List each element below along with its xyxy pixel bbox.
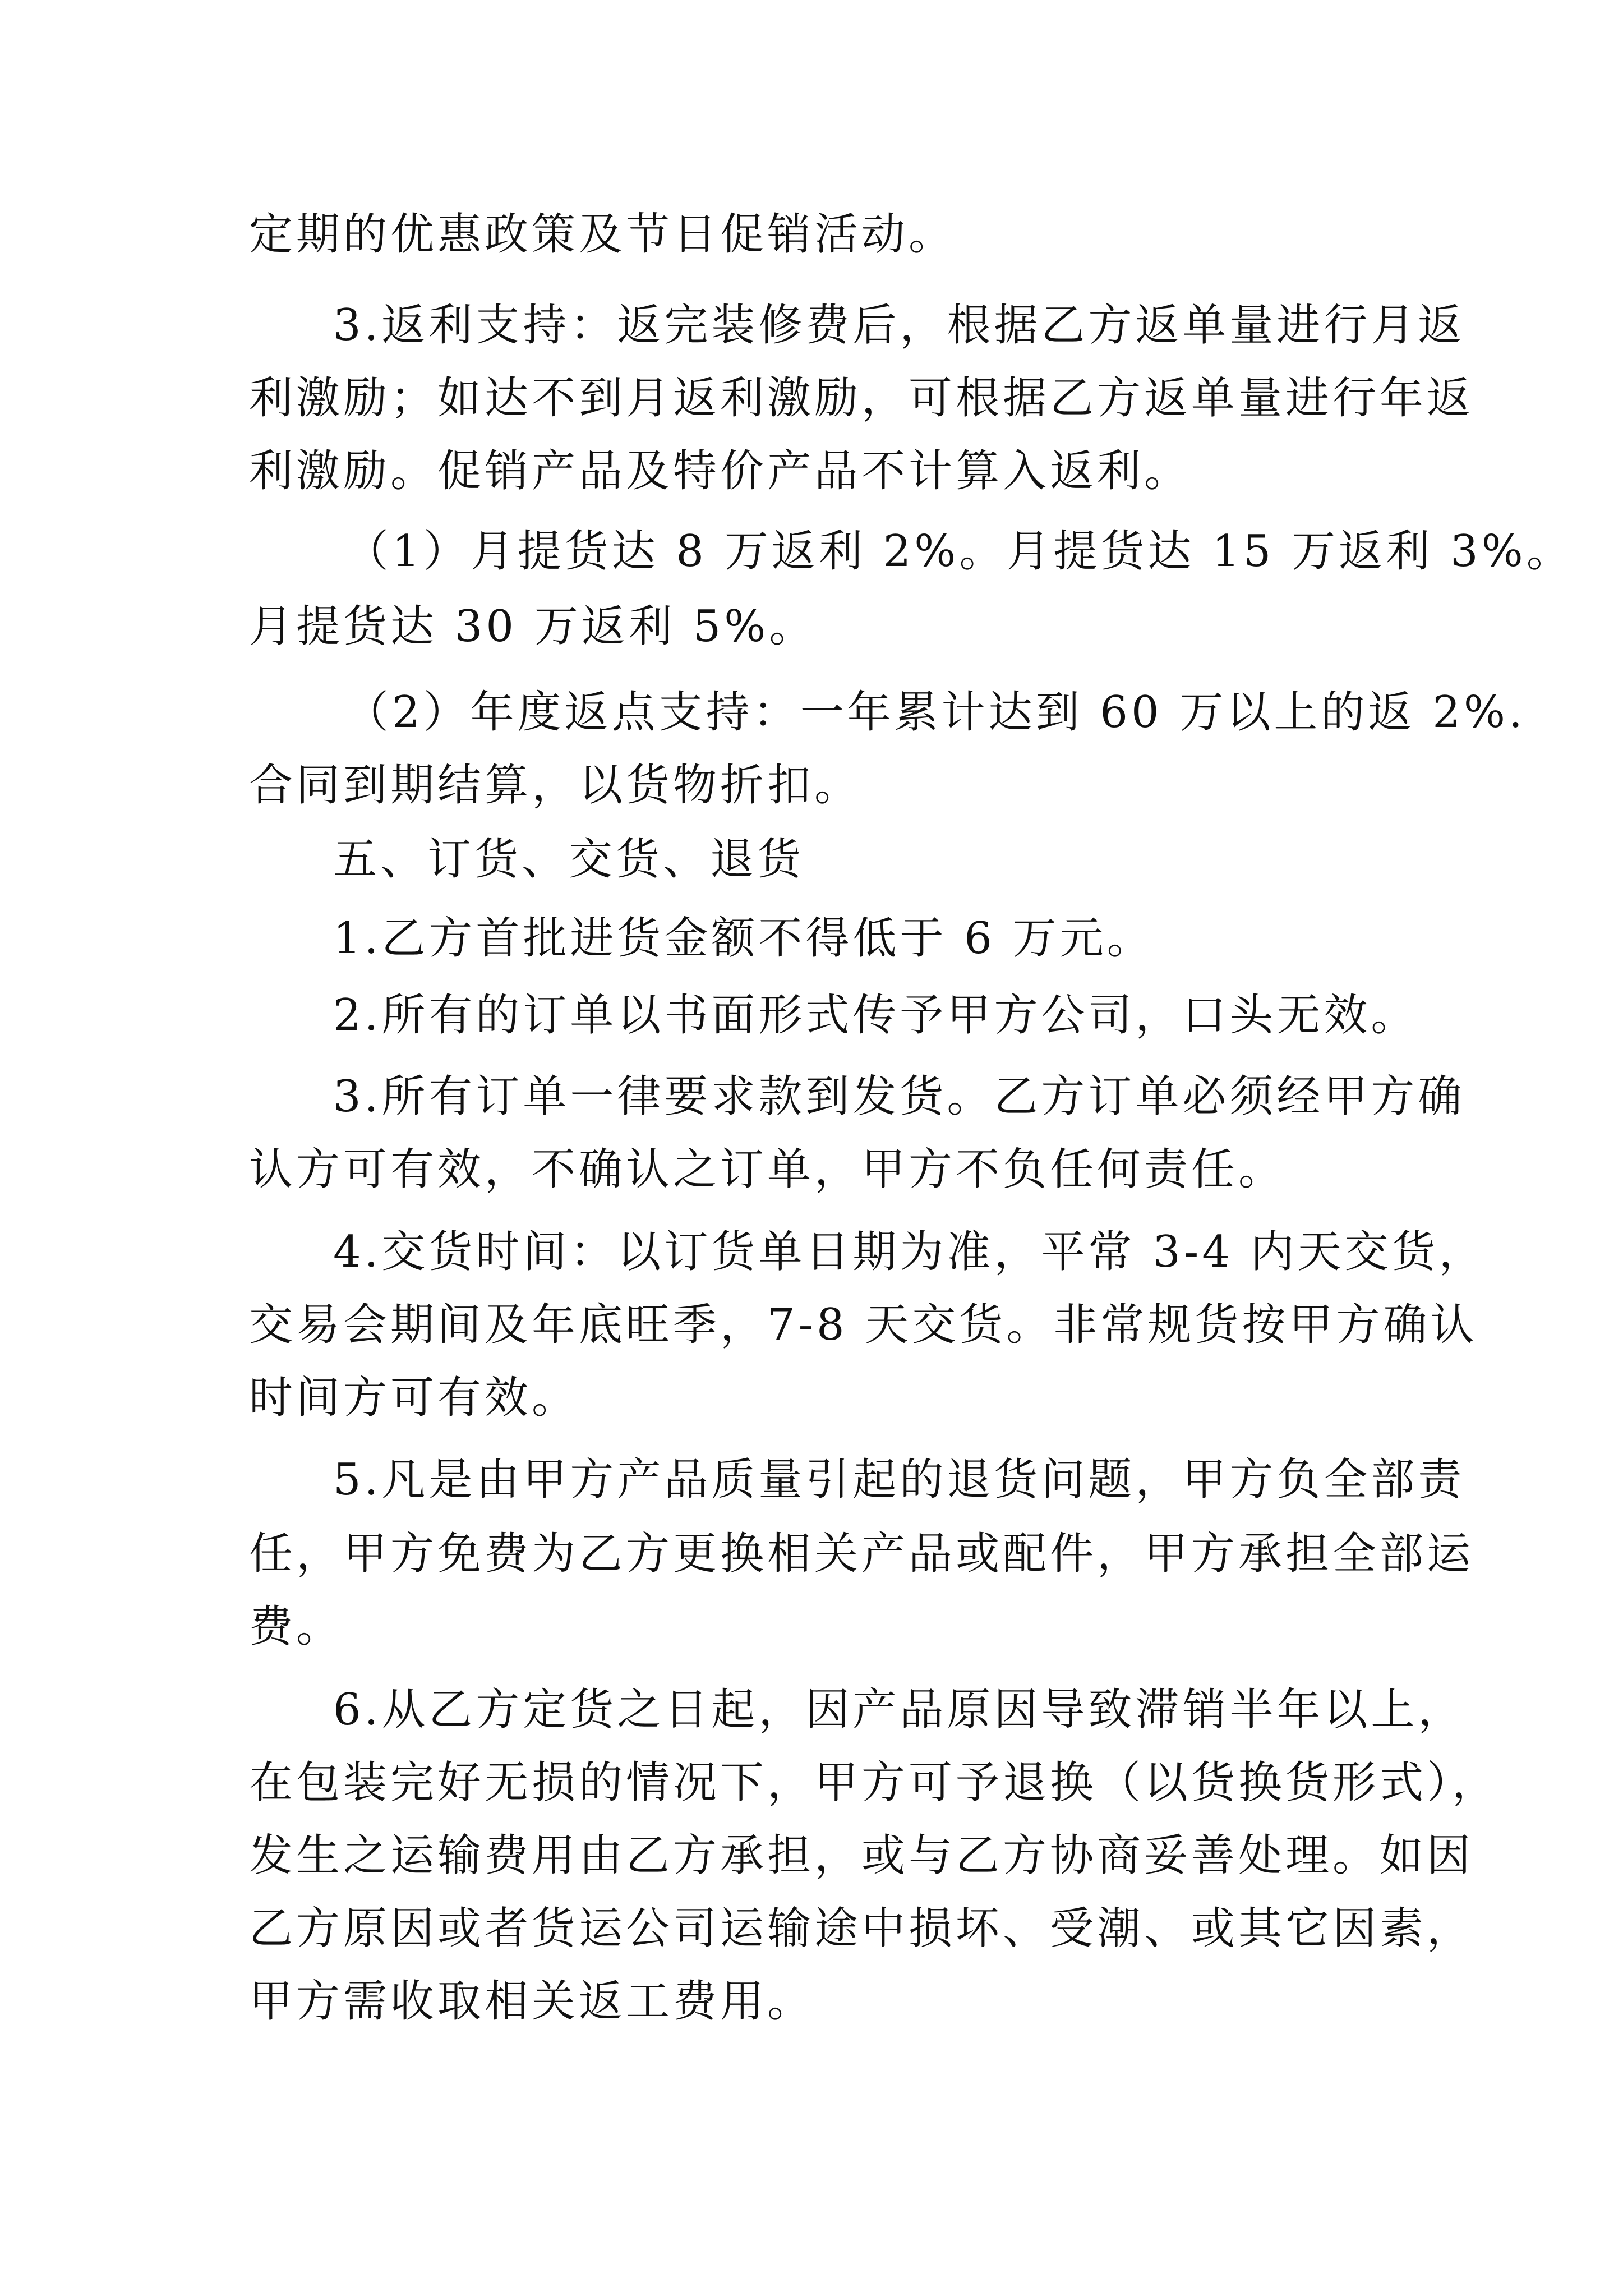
text-line: 3.所有订单一律要求款到发货。乙方订单必须经甲方确 [333,1071,1465,1122]
text-line: 2.所有的订单以书面形式传予甲方公司，口头无效。 [333,990,1418,1041]
text-line: 3.返利支持：返完装修费后，根据乙方返单量进行月返 [333,300,1465,351]
section-heading: 五、订货、交货、退货 [333,834,805,885]
text-line: 4.交货时间：以订货单日期为准，平常 3-4 内天交货， [333,1227,1486,1277]
text-line: 在包装完好无损的情况下，甲方可予退换（以货换货形式）， [249,1757,1500,1808]
text-line: 利激励。促销产品及特价产品不计算入返利。 [249,446,1192,496]
text-line: （1）月提货达 8 万返利 2%。月提货达 15 万返利 3%。 [345,526,1574,577]
text-line: 费。 [249,1602,344,1652]
text-line: （2）年度返点支持：一年累计达到 60 万以上的返 2%. [345,687,1526,738]
text-line: 发生之运输费用由乙方承担，或与乙方协商妥善处理。如因 [249,1830,1474,1881]
text-line: 任，甲方免费为乙方更换相关产品或配件，甲方承担全部运 [249,1529,1474,1579]
text-line: 6.从乙方定货之日起，因产品原因导致滞销半年以上， [333,1685,1465,1735]
text-line: 利激励；如达不到月返利激励，可根据乙方返单量进行年返 [249,373,1474,424]
text-line: 认方可有效，不确认之订单，甲方不负任何责任。 [249,1144,1286,1195]
text-line: 合同到期结算，以货物折扣。 [249,760,862,811]
text-line: 乙方原因或者货运公司运输途中损坏、受潮、或其它因素， [249,1903,1474,1954]
text-line: 1.乙方首批进货金额不得低于 6 万元。 [333,913,1154,964]
text-line: 月提货达 30 万返利 5%。 [249,601,817,652]
text-line: 甲方需收取相关返工费用。 [249,1976,815,2027]
text-line: 交易会期间及年底旺季，7-8 天交货。非常规货按甲方确认 [249,1300,1478,1350]
text-line: 时间方可有效。 [249,1373,579,1423]
text-line: 定期的优惠政策及节日促销活动。 [249,209,956,260]
text-line: 5.凡是由甲方产品质量引起的退货问题，甲方负全部责 [333,1455,1465,1505]
